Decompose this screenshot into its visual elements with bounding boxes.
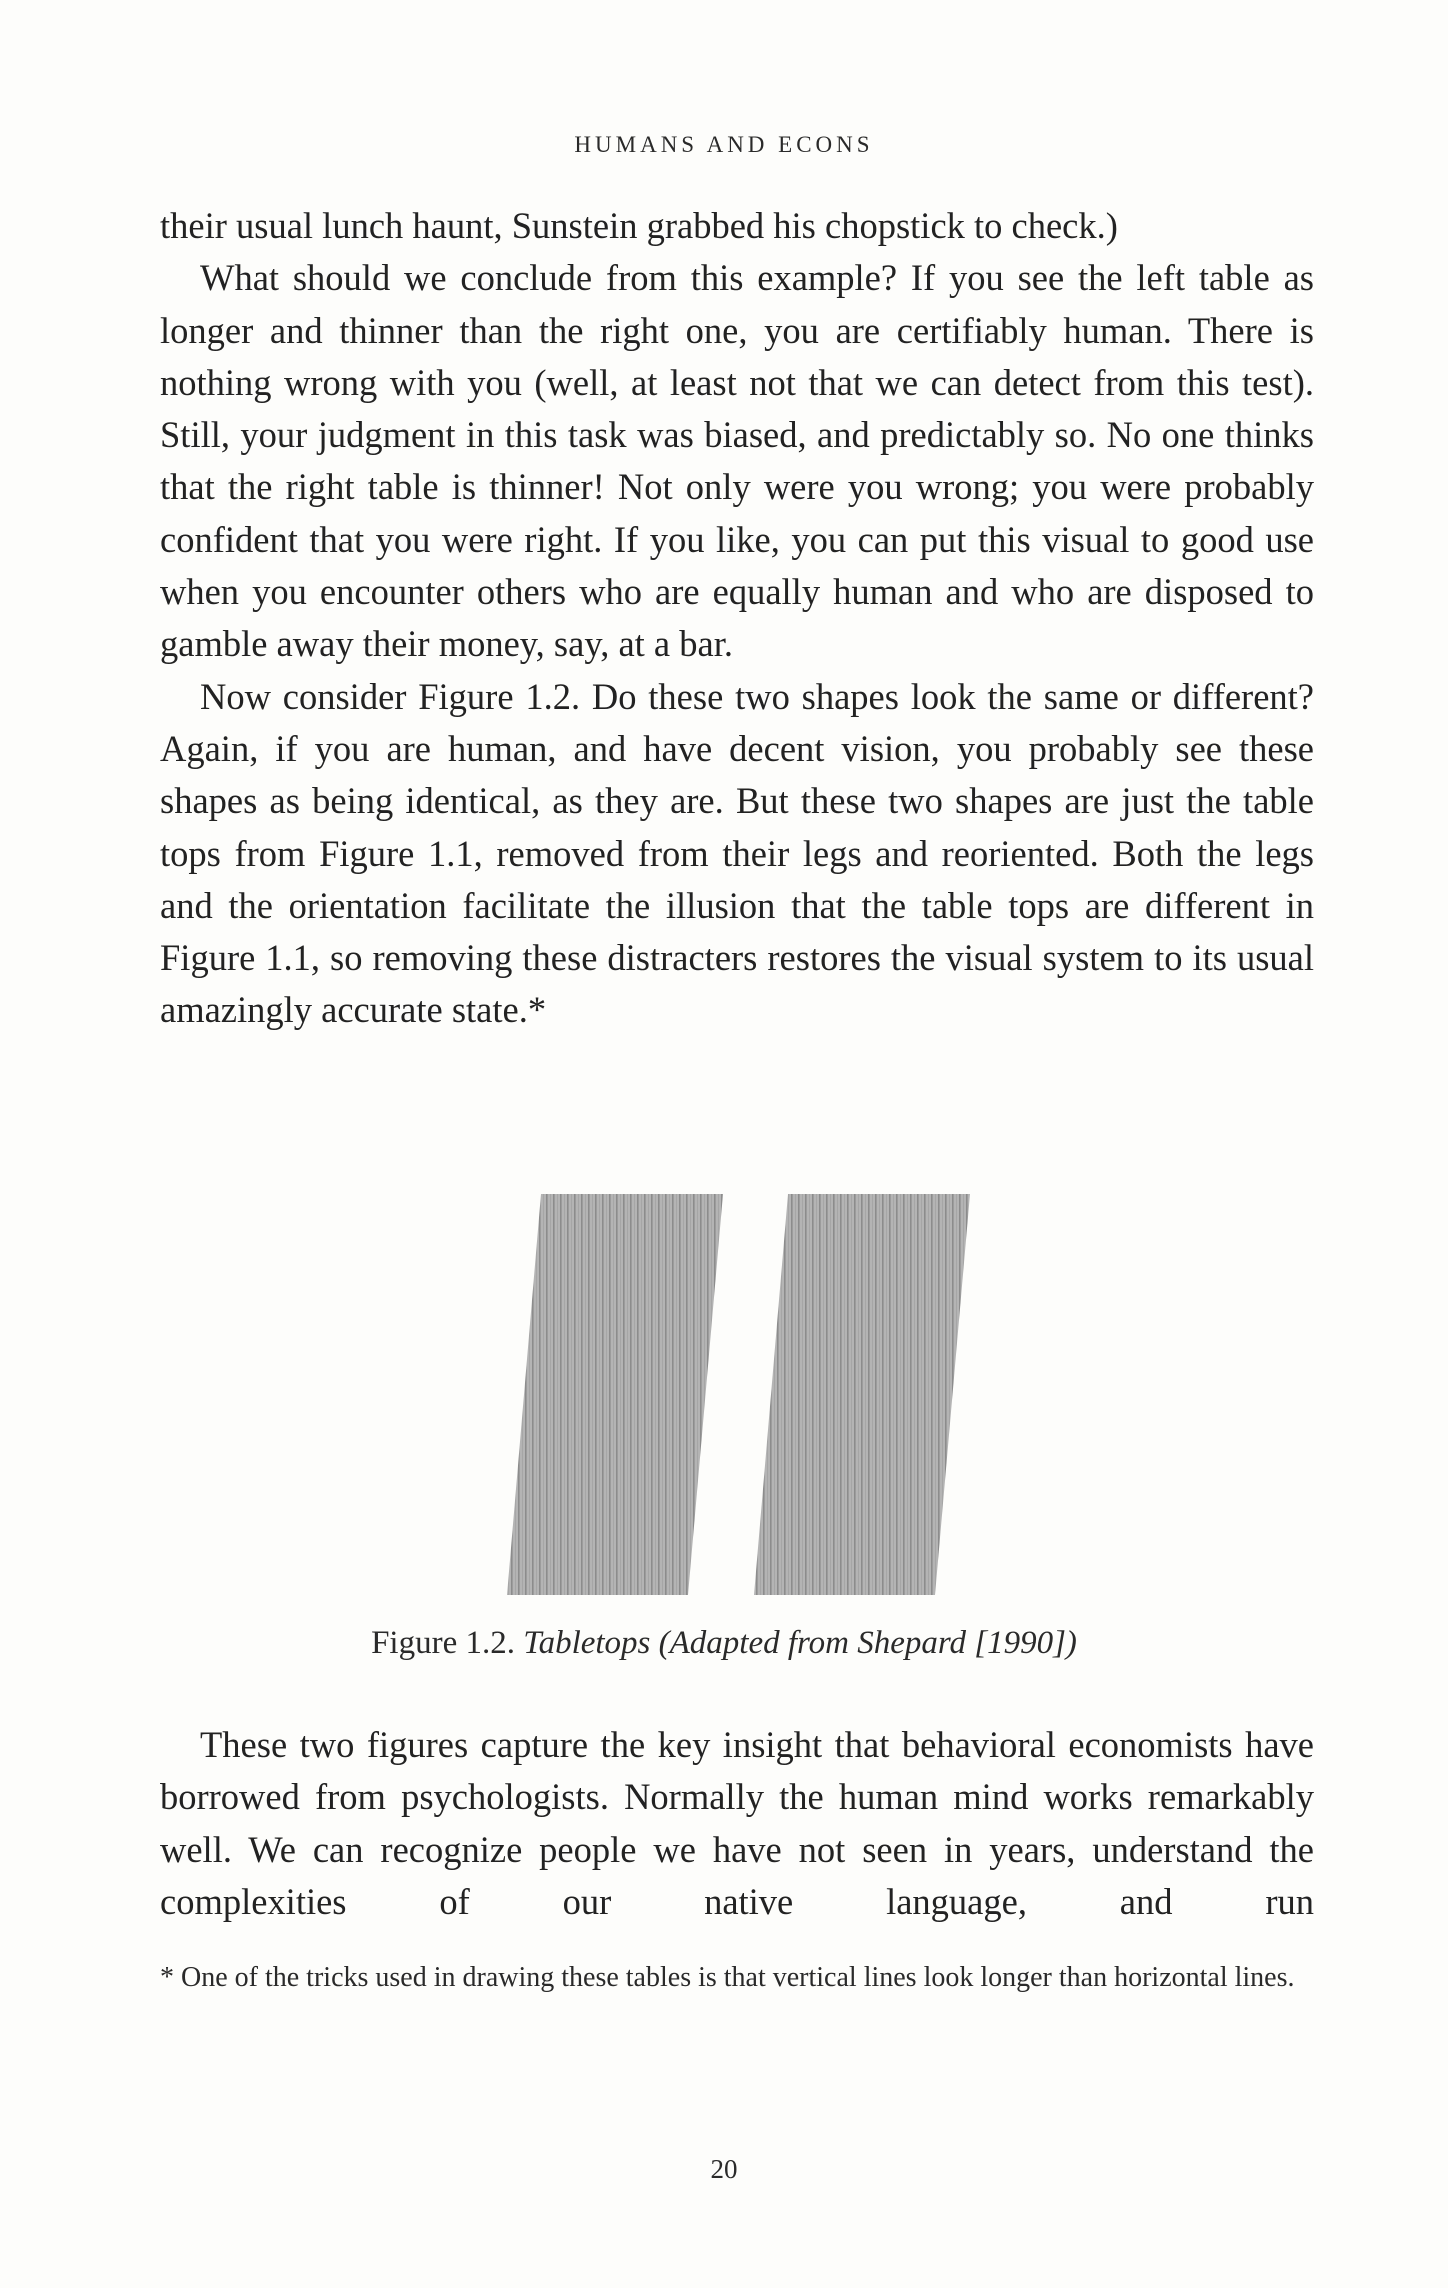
- left-tabletop: [507, 1194, 723, 1595]
- tabletops-figure: [0, 1190, 1448, 1600]
- paragraph-figure-reference: Now consider Figure 1.2. Do these two shapes look the same or different? Again, if you are human, and have decent vision, you probably see these shapes as being identical, as they are. But these two shapes are just the table tops from Figure 1.1, removed from their legs and reoriented. Both the legs and the orientation facilitate the illusion that the table tops are different in Figure 1.1, so removing these distracters restores the visual system to its usual amazingly accurate state.*: [160, 675, 1314, 1031]
- tabletops-illustration: [0, 1190, 1448, 1600]
- paragraph-conclusion: What should we conclude from this example? If you see the left table as longer and thinner than the right one, you are certifiably human. There is nothing wrong with you (well, at least not that we can detect from this test). Still, your judgment in this task was biased, and predictably so. No one thinks that the right table is thinner! Not only were you wrong; you were probably confident that you were right. If you like, you can put this visual to good use when you encounter others who are equally human and who are disposed to gamble away their money, say, at a bar.: [160, 257, 1314, 665]
- figure-caption: [0, 1625, 1448, 1662]
- footnote-text: * One of the tricks used in drawing these tables is that vertical lines look longer than horizontal lines.: [160, 1962, 1295, 1993]
- running-head: HUMANS AND ECONS: [574, 132, 874, 157]
- caption-title: Tabletops (Adapted from Shepard [1990]): [523, 1625, 1077, 1661]
- footnote: [160, 1958, 1314, 1998]
- caption-label: Figure 1.2.: [371, 1625, 515, 1661]
- body-text-bottom: [160, 1719, 1314, 1928]
- page-number: 20: [710, 2154, 738, 2184]
- paragraph-key-insight: These two figures capture the key insight that behavioral economists have borrowed from psychologists. Normally the human mind works remarkably well. We can recognize people we have not seen in years, understand the complexities of our native language, and run: [160, 1724, 1314, 1922]
- paragraph-continuation: their usual lunch haunt, Sunstein grabbed his chopstick to check.): [160, 205, 1118, 246]
- right-tabletop: [754, 1194, 970, 1595]
- body-text-top: [160, 200, 1314, 1037]
